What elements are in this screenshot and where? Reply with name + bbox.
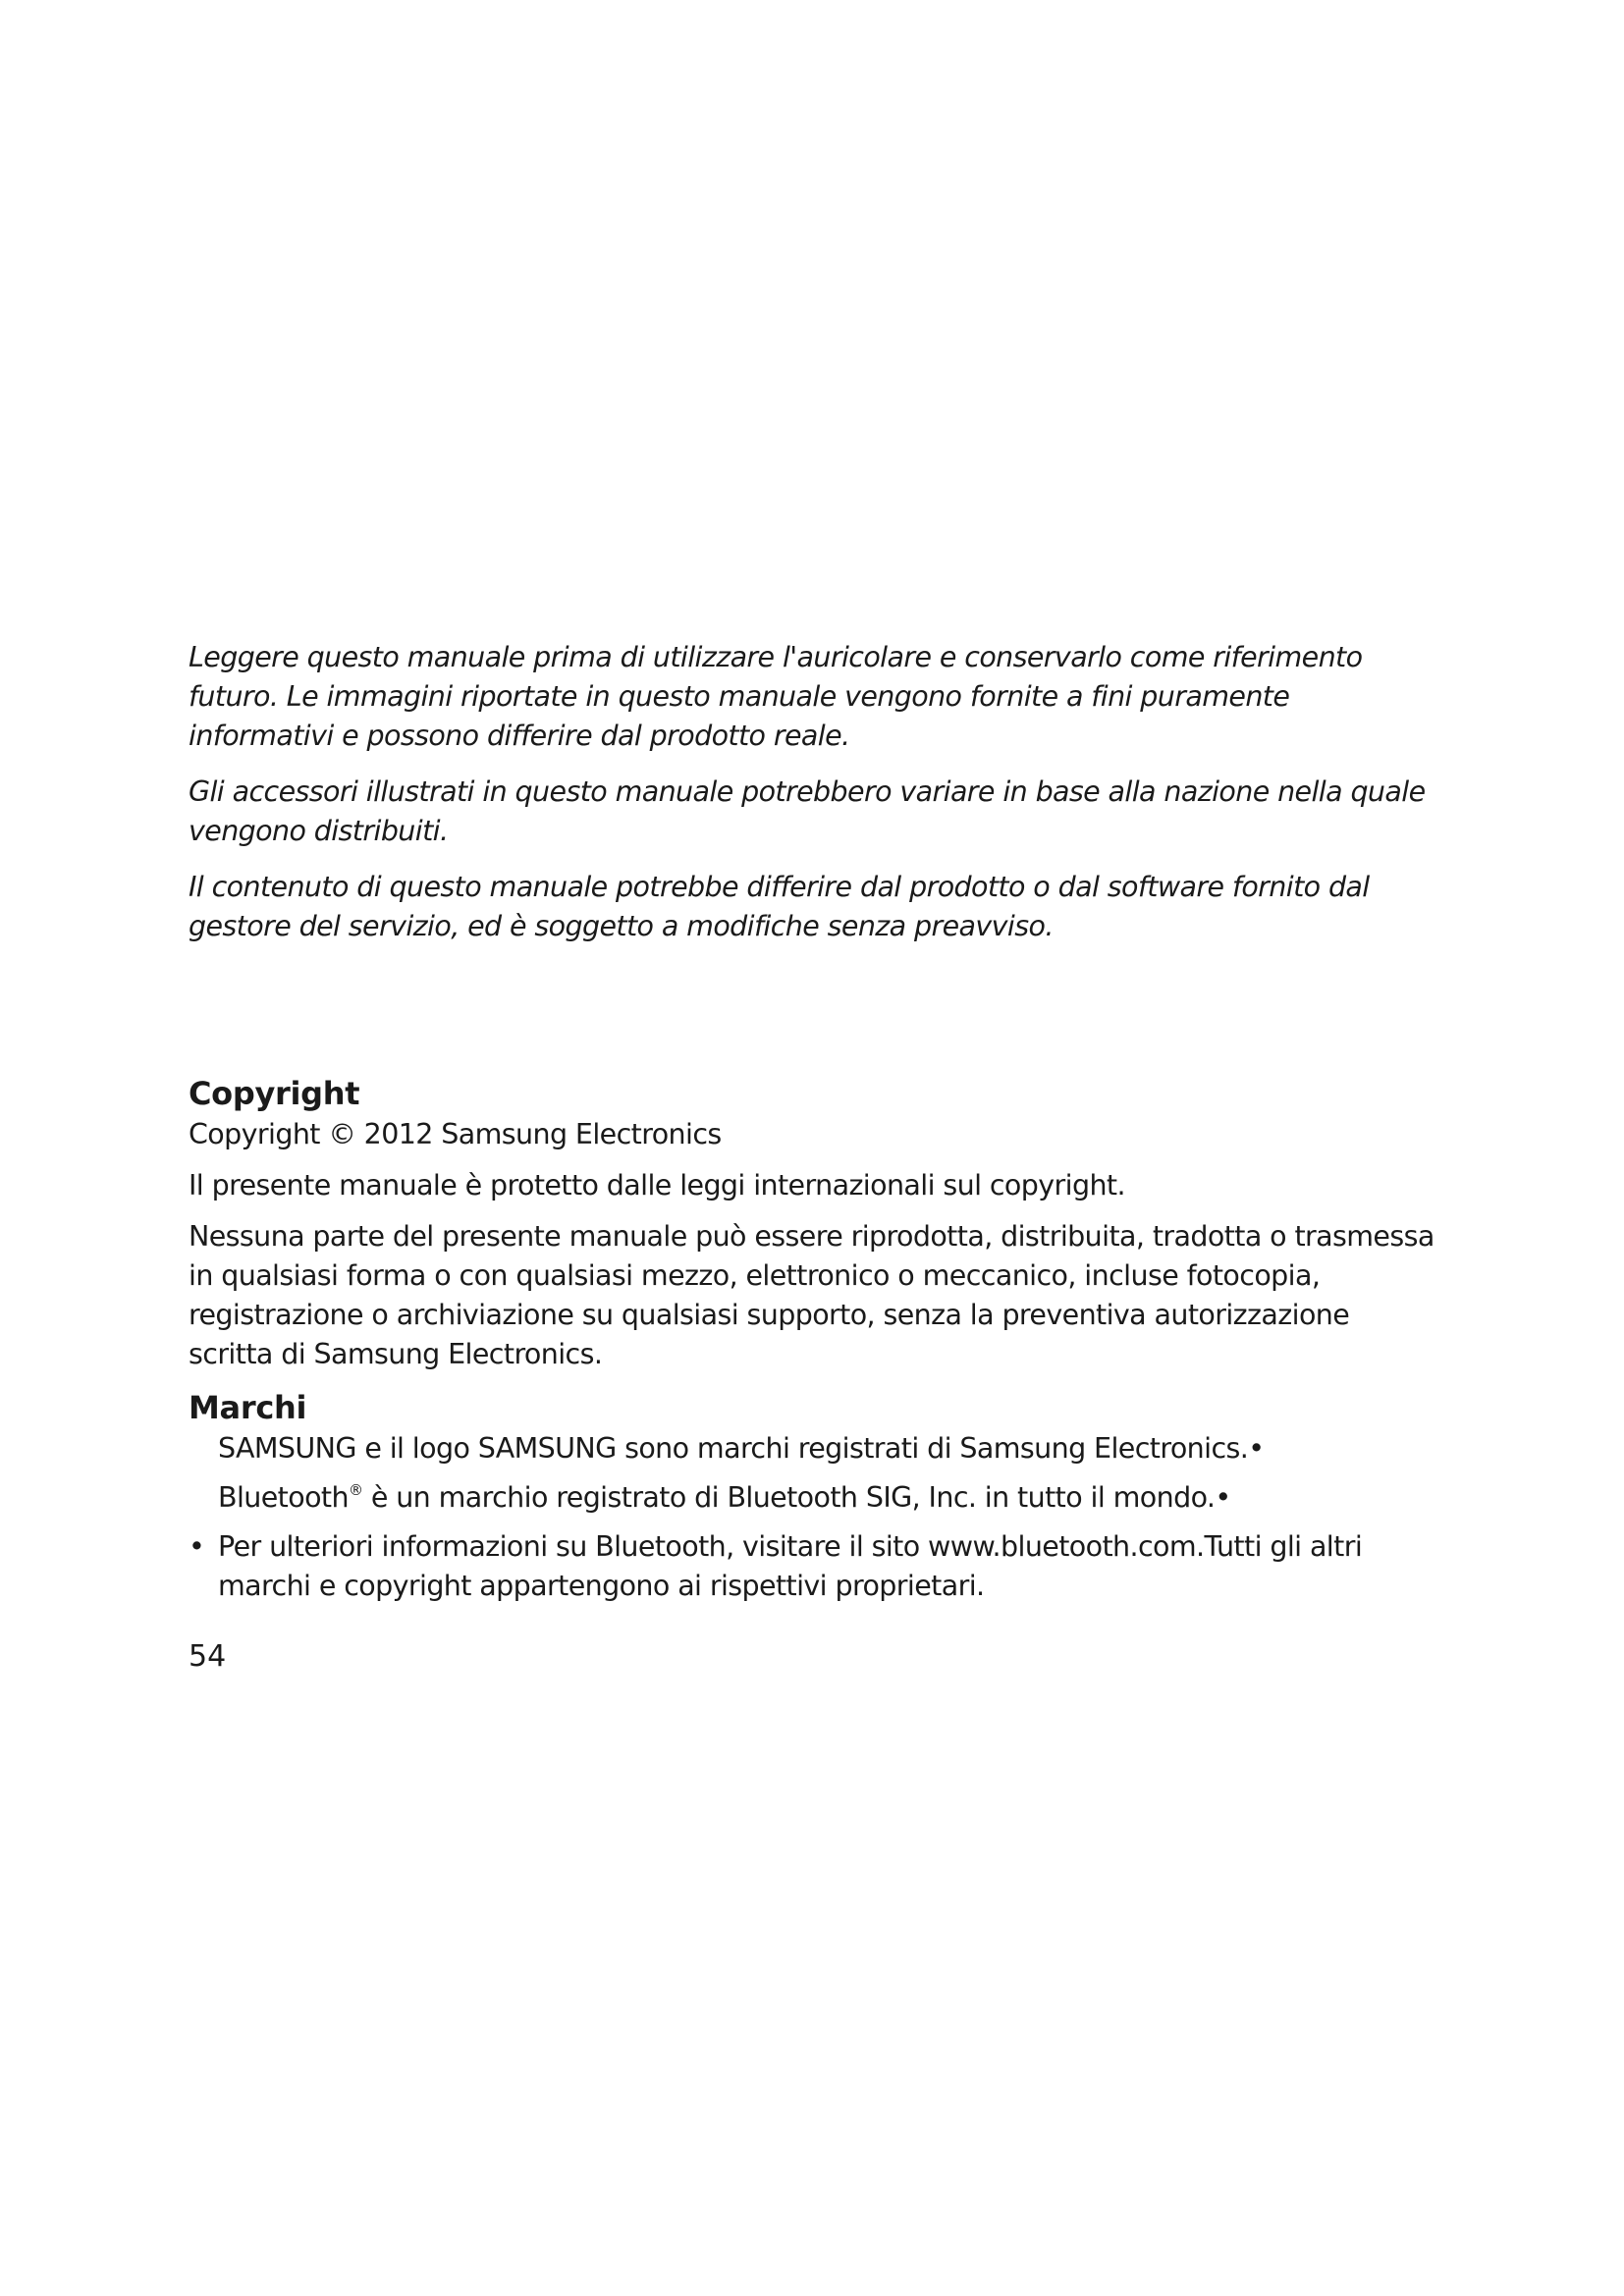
trademark-item-bluetooth [189,1478,1435,1518]
page-number: 54 [189,1639,227,1674]
copyright-line: Copyright © 2012 Samsung Electronics [189,1118,722,1150]
trademarks-section [189,1386,1435,1606]
trademark-info-text: Per ulteriori informazioni su Bluetooth, visitare il sito www.bluetooth.com.Tutti gli altri marchi e copyright appartengono ai rispettivi proprietari. [218,1530,1363,1602]
copyright-heading: Copyright [189,1075,360,1112]
copyright-restriction-text: Nessuna parte del presente manuale può essere riprodotta, distribuita, tradotta o trasmessa in qualsiasi forma o con qualsiasi mezzo, elettronico o meccanico, incluse fotocopia, registrazione o archiviazione su qualsiasi supporto, senza la preventiva autorizzazione scritta di Samsung Electronics. [189,1220,1435,1370]
trademarks-heading: Marchi [189,1389,307,1426]
legal-section [189,1072,1435,1616]
registered-mark: ® [348,1481,363,1499]
intro-paragraph-1: Leggere questo manuale prima di utilizzare l'auricolare e conservarlo come riferimento futuro. Le immagini riportate in questo manuale vengono fornite a fini puramente informativi e possono differire dal prodotto reale. [189,641,1363,752]
copyright-protection-text: Il presente manuale è protetto dalle leggi internazionali sul copyright. [189,1169,1125,1201]
intro-paragraph-2: Gli accessori illustrati in questo manuale potrebbero variare in base alla nazione nella quale vengono distribuiti. [189,775,1426,847]
intro-paragraph-3: Il contenuto di questo manuale potrebbe differire dal prodotto o dal software fornito dal gestore del servizio, ed è soggetto a modifiche senza preavviso. [189,871,1370,942]
trademark-item-info [189,1527,1435,1606]
intro-section [189,638,1435,963]
bullet-icon: • [189,1530,205,1563]
bluetooth-name: Bluetooth [218,1481,349,1514]
bluetooth-trademark-text: è un marchio registrato di Bluetooth SIG, Inc. in tutto il mondo.• [362,1481,1231,1514]
trademark-item-samsung: SAMSUNG e il logo SAMSUNG sono marchi registrati di Samsung Electronics.• [218,1432,1265,1465]
